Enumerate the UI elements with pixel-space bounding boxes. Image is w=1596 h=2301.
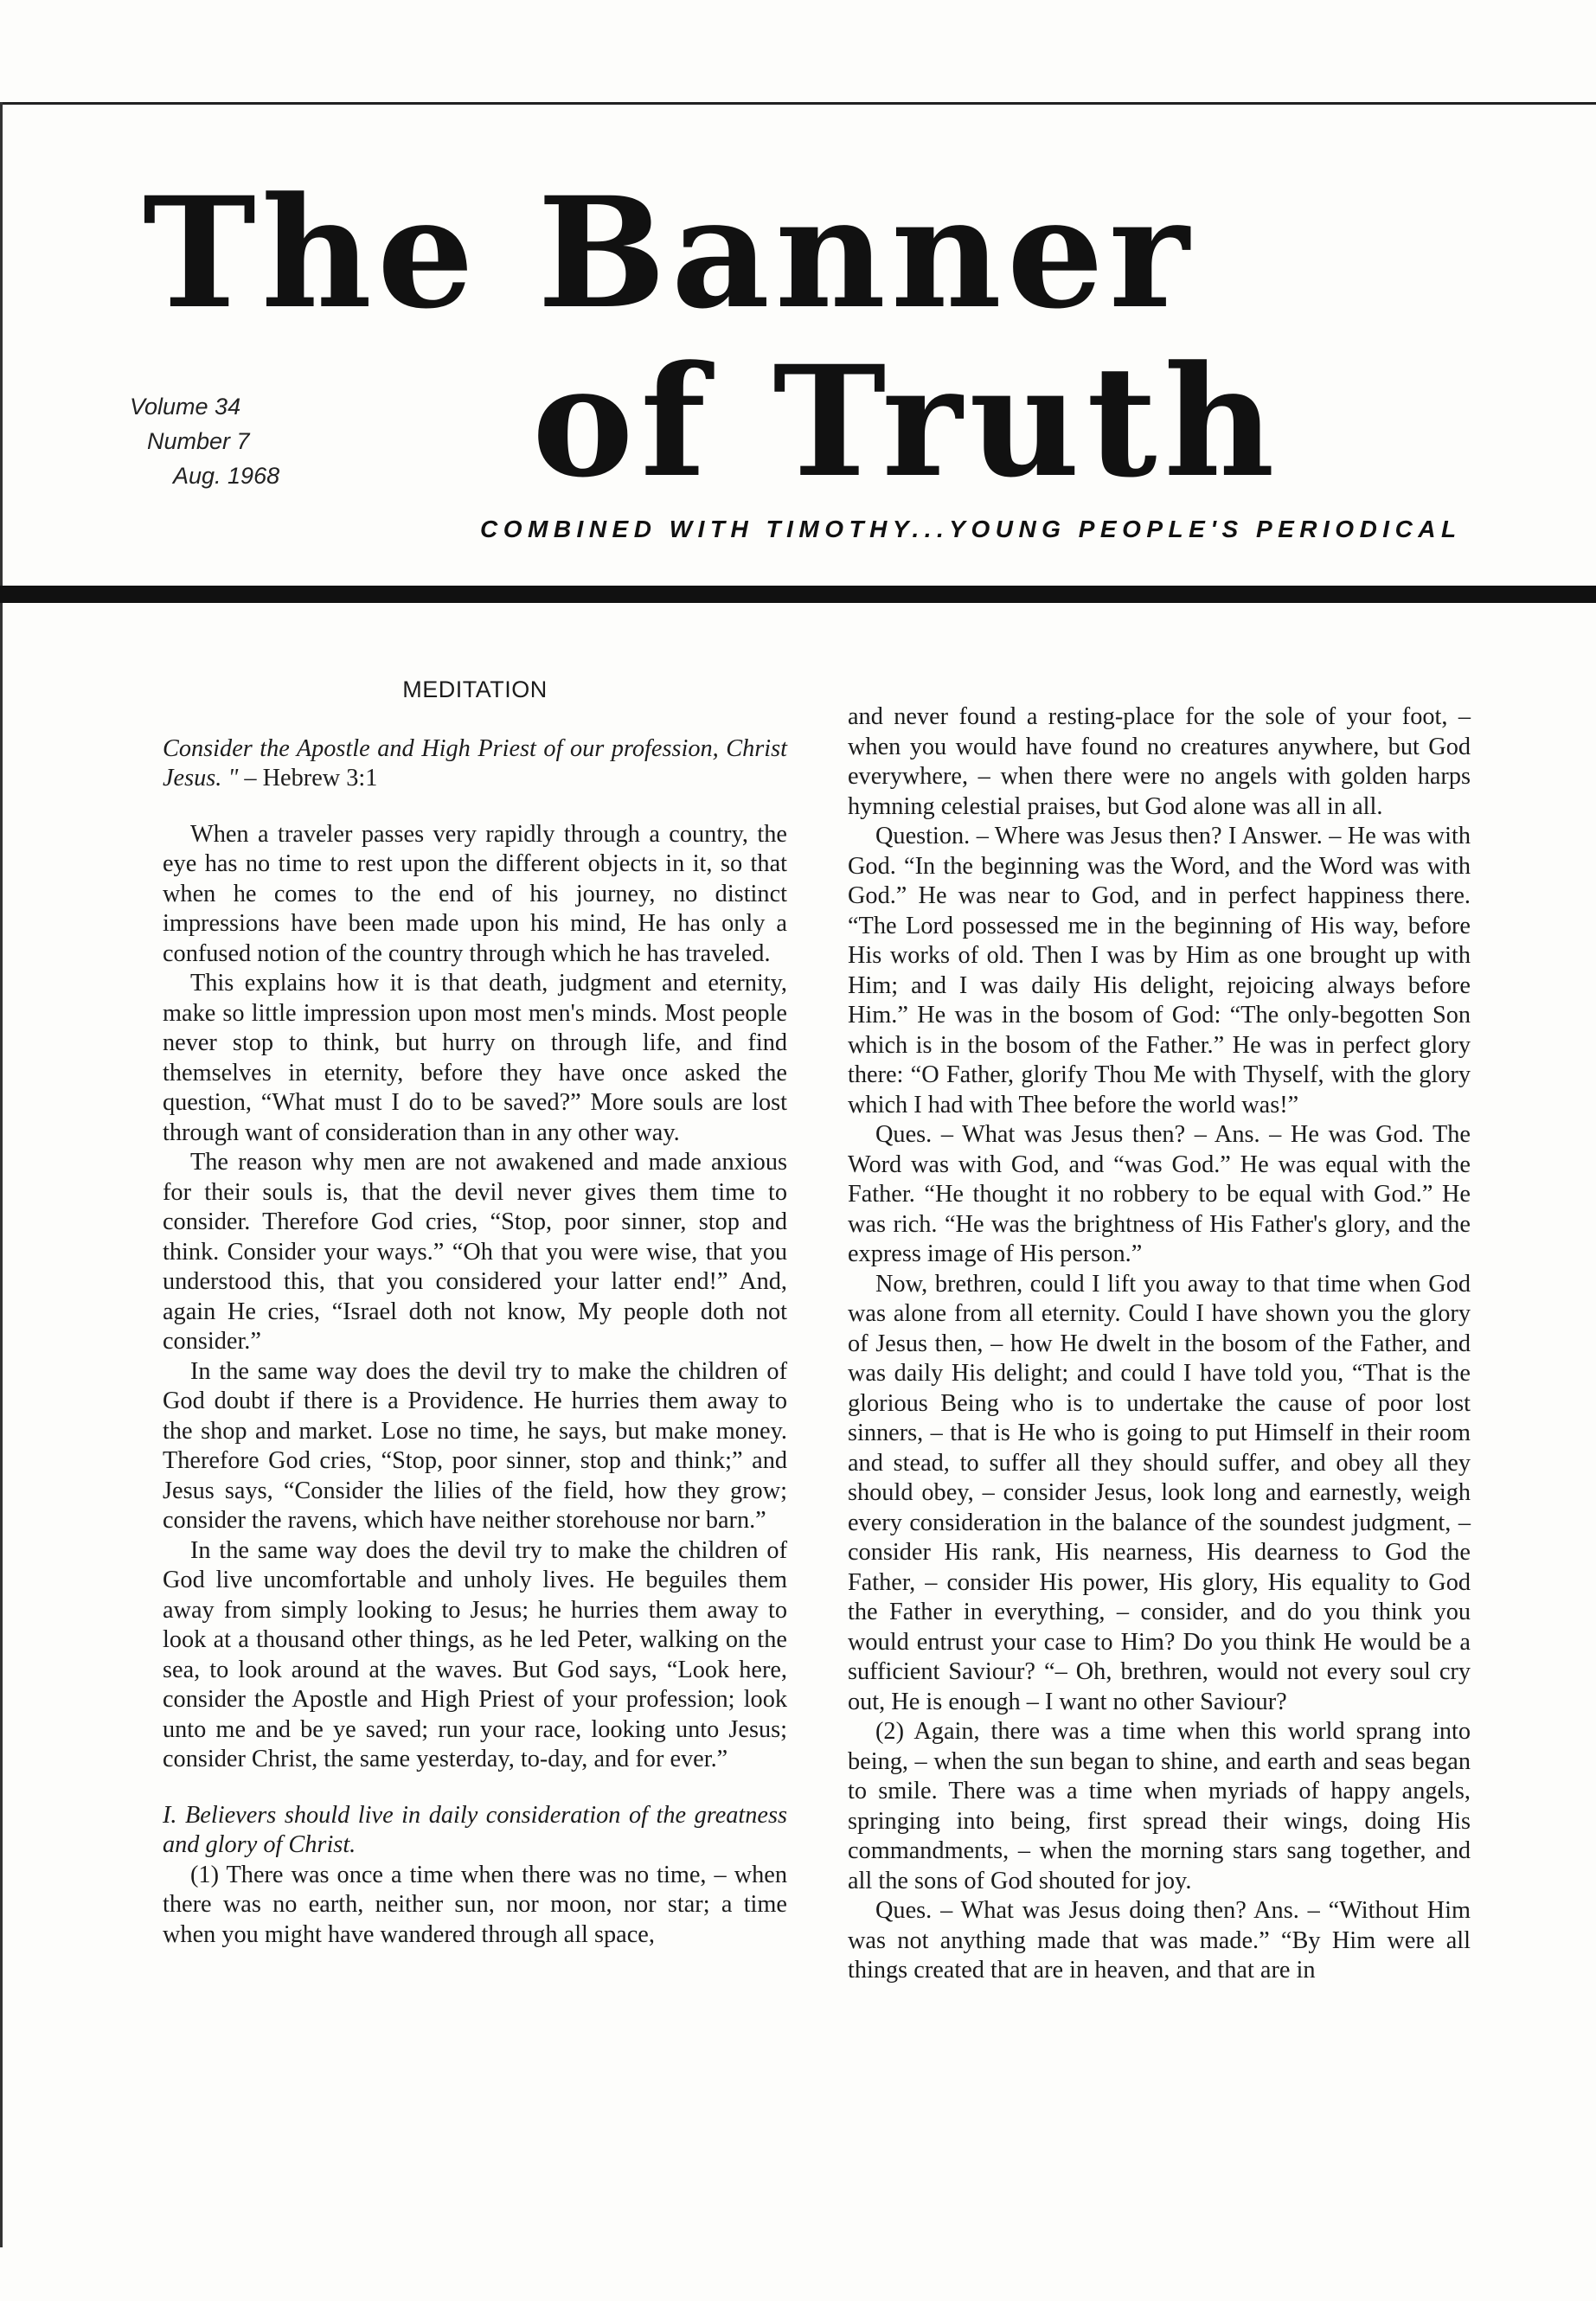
epigraph xyxy=(163,734,787,794)
masthead-title-line2: of Truth xyxy=(532,332,1282,511)
section-heading: I. Believers should live in daily consideration of the greatness and glory of Christ. xyxy=(163,1801,787,1858)
paragraph: (1) There was once a time when there was no time, – when there was no earth, neither sun, nor moon, nor star; a time when you might have wandered through all space, xyxy=(163,1861,787,1948)
paragraph: In the same way does the devil try to make the children of God doubt if there is a Providence. He hurries them away to the shop and market. Lose no time, he says, but make money. Therefore God cries, “Stop, poor sinner, stop and think;” and Jesus says, “Consider the lilies of the field, how they grow; consider the ravens, which have neither storehouse nor barn.” xyxy=(163,1357,787,1534)
article-column-left xyxy=(163,666,787,1950)
paragraph: When a traveler passes very rapidly through a country, the eye has no time to rest upon the different objects in it, so that when he comes to the end of his journey, no distinct impressions have been made upon his mind, He has only a confused notion of the country through which he has traveled. xyxy=(163,820,787,967)
article-column-right xyxy=(848,702,1471,1986)
masthead-subtitle: COMBINED WITH TIMOTHY...YOUNG PEOPLE'S PERIODICAL xyxy=(480,516,1462,542)
volume-label: Volume 34 xyxy=(130,394,241,420)
epigraph-reference: Hebrew 3:1 xyxy=(262,765,378,792)
paragraph: In the same way does the devil try to make the children of God live uncomfortable and unholy lives. He beguiles them away from simply looking to Jesus; he hurries them away to look at a thousand other things, as he led Peter, walking on the sea, to look around at the waves. But God says, “Look here, consider the Apostle and High Priest of your profession; look unto me and be ye saved; run your race, looking unto Jesus; consider Christ, the same yesterday, to-day, and for ever.” xyxy=(163,1536,787,1772)
paragraph: Ques. – What was Jesus then? – Ans. – He was God. The Word was with God, and “was God.” He was equal with the Father. “He thought it no robbery to be equal with God.” He was rich. “He was the brightness of His Father's glory, and the express image of His person.” xyxy=(848,1121,1471,1267)
paragraph: Ques. – What was Jesus doing then? Ans. – “Without Him was not anything made that was made.” “By Him were all things created that are in heaven, and that are in xyxy=(848,1897,1471,1984)
issue-info xyxy=(130,389,279,493)
number-label: Number 7 xyxy=(147,428,250,454)
paragraph: Now, brethren, could I lift you away to that time when God was alone from all eternity. Could I have shown you the glory of Jesus then, – how He dwelt in the bosom of the Father, and was daily His delight; and could I have told you, “That is the glorious Being who is to undertake the cause of poor lost sinners, – that is He who is going to put Himself in their room and stead, to suffer all they should suffer, and obey all they should obey, – consider Jesus, look long and earnestly, weigh every consideration in the balance of the soundest judgment, – consider His rank, His nearness, His dearness to God the Father, – consider His power, His glory, His equality to God the Father in everything, – consider, and do you think you would entrust your case to Him? Do you think He would be a sufficient Saviour? “– Oh, brethren, would not every soul cry out, He is enough – I want no other Saviour? xyxy=(848,1270,1471,1715)
paragraph: and never found a resting-place for the sole of your foot, – when you would have found no creatures anywhere, but God everywhere, – when there were no angels with golden harps hymning celestial praises, but God alone was all in all. xyxy=(848,703,1471,820)
paragraph: Question. – Where was Jesus then? I Answer. – He was with God. “In the beginning was the Word, and the Word was with God.” He was near to God, and in perfect happiness there. “The Lord possessed me in the beginning of His way, before His works of old. Then I was by Him as one brought up with Him; and I was daily His delight, rejoicing always before Him.” He was in the bosom of God: “The only-begotten Son which is in the bosom of the Father.” He was in perfect glory there: “O Father, glorify Thou Me with Thyself, with the glory which I had with Thee before the world was!” xyxy=(848,823,1471,1118)
page-border-top xyxy=(0,102,1596,105)
paragraph: This explains how it is that death, judgment and eternity, make so little impression upon most men's minds. Most people never stop to think, but hurry on through life, and find themselves in eternity, before they have once asked the question, “What must I do to be saved?” More souls are lost through want of consideration than in any other way. xyxy=(163,970,787,1146)
masthead-rule xyxy=(0,586,1596,603)
epigraph-text: Consider the Apostle and High Priest of our profession, Christ Jesus. " – xyxy=(163,734,787,792)
date-label: Aug. 1968 xyxy=(173,463,280,489)
page-border-left xyxy=(0,102,3,2247)
paragraph: (2) Again, there was a time when this world sprang into being, – when the sun began to shine, and earth and seas began to smile. There was a time when myriads of happy angels, springing into being, first spread their wings, doing His commandments, – when the morning stars sang together, and all the sons of God shouted for joy. xyxy=(848,1718,1471,1894)
article-heading: MEDITATION xyxy=(402,676,548,702)
paragraph: The reason why men are not awakened and made anxious for their souls is, that the devil never gives them time to consider. Therefore God cries, “Stop, poor sinner, stop and think. Consider your ways.” “Oh that you were wise, that you understood this, that you considered your latter end!” And, again He cries, “Israel doth not know, My people doth not consider.” xyxy=(163,1149,787,1355)
masthead-title-line1: The Banner xyxy=(143,163,1195,343)
